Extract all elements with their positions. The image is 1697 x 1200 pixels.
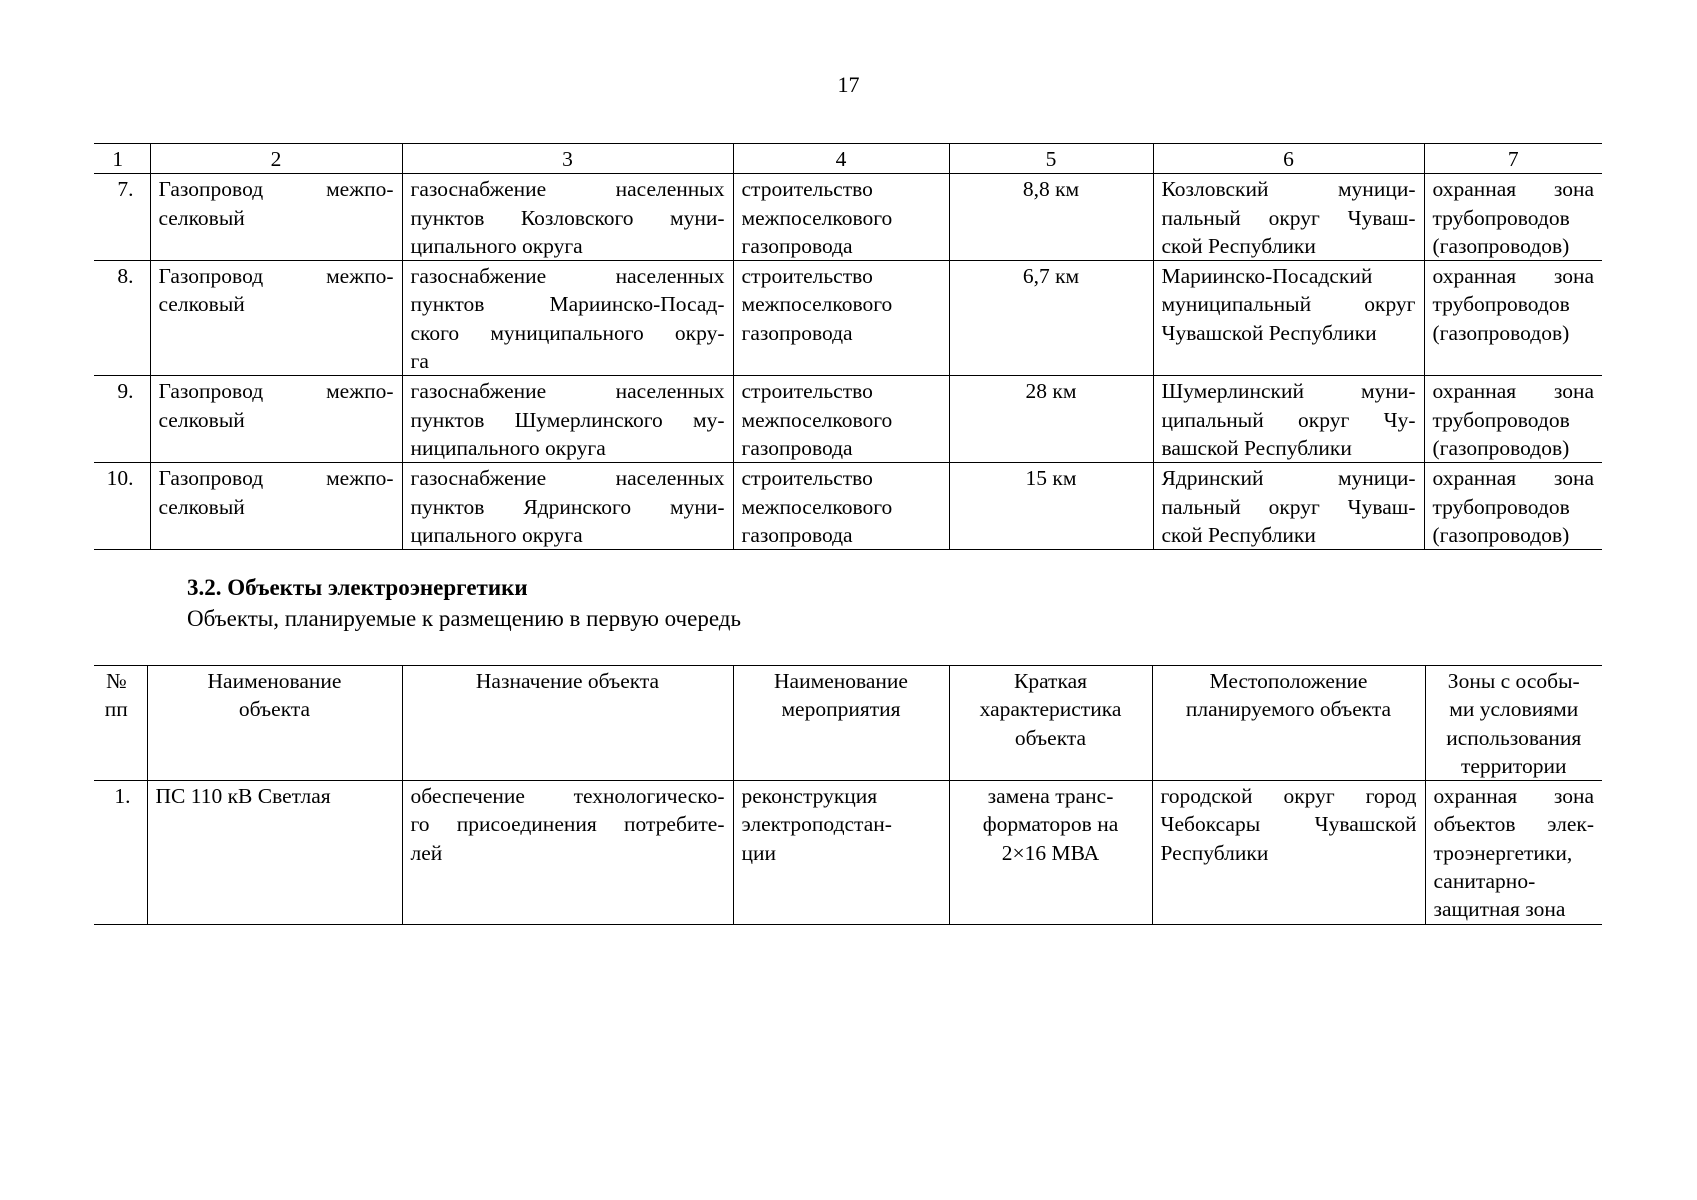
cell-line: га: [410, 349, 429, 374]
purpose-cell: [402, 463, 733, 550]
cell-line: защитная зона: [1433, 897, 1566, 922]
cell-line: вашской Республики: [1161, 435, 1352, 460]
cell-line: (газопроводов): [1432, 522, 1570, 547]
cell-line: Козловский муници-: [1161, 177, 1416, 202]
cell-line: газопровода: [741, 233, 853, 258]
purpose-cell: [402, 376, 733, 463]
characteristic-cell: 8,8 км: [949, 174, 1153, 261]
cell-line: трубопроводов: [1432, 407, 1570, 432]
cell-line: охранная зона: [1433, 784, 1594, 809]
cell-line: газоснабжение населенных: [410, 177, 725, 202]
zone-cell: [1424, 463, 1602, 550]
cell-line: селковый: [158, 205, 245, 230]
measure-cell: [733, 781, 949, 924]
cell-line: пунктов Шумерлинского му-: [410, 407, 725, 432]
cell-line: форматоров на: [982, 812, 1119, 837]
location-cell: [1153, 174, 1424, 261]
cell-line: охранная зона: [1432, 379, 1594, 404]
cell-line: Газопровод межпо-: [158, 466, 394, 491]
characteristic-cell: [949, 781, 1152, 924]
cell-line: Наименование: [207, 669, 342, 693]
object-name-cell: [150, 376, 402, 463]
header-purpose: [402, 666, 733, 781]
cell-line: ской Республики: [1161, 233, 1316, 258]
cell-line: Назначение объекта: [475, 669, 660, 693]
table-row: [94, 261, 1602, 376]
cell-line: объекта: [1014, 725, 1087, 750]
object-name-cell: [147, 781, 402, 924]
cell-line: газопровода: [741, 522, 853, 547]
cell-line: ПС 110 кВ Светлая: [155, 784, 331, 809]
cell-line: ципального округа: [410, 233, 583, 258]
cell-line: характеристика: [979, 697, 1122, 722]
section-subheading: Объекты, планируемые к размещению в первую очередь: [187, 606, 741, 631]
cell-line: трубопроводов: [1432, 205, 1570, 230]
cell-line: Газопровод межпо-: [158, 177, 394, 202]
cell-line: Наименование: [774, 669, 908, 693]
column-number: 7: [1424, 144, 1602, 174]
cell-line: Чебоксары Чувашской: [1160, 812, 1417, 837]
cell-line: пунктов Мариинско-Посад-: [410, 292, 725, 317]
cell-line: использования: [1446, 725, 1582, 750]
header-char: [949, 666, 1152, 781]
object-name-cell: [150, 261, 402, 376]
measure-cell: [733, 376, 949, 463]
cell-line: газоснабжение населенных: [410, 264, 725, 289]
column-number: 2: [150, 144, 402, 174]
column-number: 3: [402, 144, 733, 174]
column-number: 1: [94, 144, 150, 174]
cell-line: (газопроводов): [1432, 233, 1570, 258]
row-number: 7.: [94, 174, 150, 261]
table1-header-row: [94, 144, 1602, 174]
column-number: 5: [949, 144, 1153, 174]
measure-cell: [733, 261, 949, 376]
cell-line: Краткая: [1013, 669, 1088, 693]
row-number: 1.: [94, 781, 147, 924]
header-zone: [1425, 666, 1602, 781]
table-row: [94, 463, 1602, 550]
row-number: 8.: [94, 261, 150, 376]
table1-body: [94, 144, 1602, 550]
characteristic-cell: 15 км: [949, 463, 1153, 550]
header-num: [94, 666, 147, 781]
cell-line: газопровода: [741, 320, 853, 345]
zone-cell: [1424, 261, 1602, 376]
cell-line: ми условиями: [1449, 697, 1579, 722]
cell-line: Зоны с особы-: [1447, 669, 1580, 693]
header-measure: [733, 666, 949, 781]
purpose-cell: [402, 261, 733, 376]
cell-line: пунктов Ядринского муни-: [410, 494, 725, 519]
cell-line: селковый: [158, 494, 245, 519]
cell-line: замена транс-: [987, 784, 1114, 809]
cell-line: селковый: [158, 292, 245, 317]
cell-line: Местоположение: [1209, 669, 1368, 693]
cell-line: газоснабжение населенных: [410, 466, 725, 491]
characteristic-cell: 6,7 км: [949, 261, 1153, 376]
cell-line: ципального округа: [410, 522, 583, 547]
cell-line: трубопроводов: [1432, 292, 1570, 317]
purpose-cell: [402, 781, 733, 924]
cell-line: ского муниципального окру-: [410, 320, 725, 345]
table-row: [94, 781, 1602, 924]
zone-cell: [1424, 174, 1602, 261]
location-cell: [1153, 376, 1424, 463]
location-cell: [1152, 781, 1425, 924]
cell-line: Ядринский муници-: [1161, 466, 1416, 491]
cell-line: пунктов Козловского муни-: [410, 205, 725, 230]
cell-line: обеспечение технологическо-: [410, 784, 725, 809]
cell-line: Республики: [1160, 840, 1269, 865]
cell-line: охранная зона: [1432, 177, 1594, 202]
cell-line: городской округ город: [1160, 784, 1417, 809]
cell-line: муниципальный округ: [1161, 292, 1416, 317]
cell-line: газоснабжение населенных: [410, 379, 725, 404]
cell-line: ской Республики: [1161, 522, 1316, 547]
table-row: [94, 174, 1602, 261]
zone-cell: [1425, 781, 1602, 924]
cell-line: территории: [1460, 753, 1567, 778]
page-number: 17: [837, 72, 860, 97]
cell-line: охранная зона: [1432, 466, 1594, 491]
column-number: 6: [1153, 144, 1424, 174]
cell-line: пальный округ Чуваш-: [1161, 205, 1416, 230]
table-row: [94, 376, 1602, 463]
cell-line: мероприятия: [781, 697, 901, 722]
object-name-cell: [150, 463, 402, 550]
header-location: [1152, 666, 1425, 781]
cell-line: Чувашской Республики: [1161, 320, 1377, 345]
cell-line: Газопровод межпо-: [158, 379, 394, 404]
cell-line: селковый: [158, 407, 245, 432]
cell-line: Мариинско-Посадский: [1161, 264, 1373, 289]
table-power-objects: [94, 665, 1602, 925]
section-heading: 3.2. Объекты электроэнергетики: [187, 575, 528, 600]
location-cell: [1153, 261, 1424, 376]
cell-line: строительство: [741, 379, 873, 404]
cell-line: 2×16 МВА: [1001, 840, 1100, 865]
cell-line: троэнергетики,: [1433, 840, 1573, 865]
measure-cell: [733, 174, 949, 261]
header-name: [147, 666, 402, 781]
object-name-cell: [150, 174, 402, 261]
row-number: 10.: [94, 463, 150, 550]
cell-line: межпоселкового: [741, 494, 893, 519]
cell-line: объектов элек-: [1433, 812, 1594, 837]
cell-line: пп: [104, 697, 128, 722]
cell-line: трубопроводов: [1432, 494, 1570, 519]
cell-line: строительство: [741, 466, 873, 491]
cell-line: газопровода: [741, 435, 853, 460]
table-gas-pipelines: [94, 143, 1602, 550]
cell-line: электроподстан-: [741, 812, 892, 837]
cell-line: объекта: [238, 697, 311, 722]
zone-cell: [1424, 376, 1602, 463]
location-cell: [1153, 463, 1424, 550]
cell-line: (газопроводов): [1432, 435, 1570, 460]
table2-header-row: [94, 666, 1602, 781]
cell-line: Газопровод межпо-: [158, 264, 394, 289]
characteristic-cell: 28 км: [949, 376, 1153, 463]
cell-line: строительство: [741, 177, 873, 202]
column-number: 4: [733, 144, 949, 174]
row-number: 9.: [94, 376, 150, 463]
cell-line: ниципального округа: [410, 435, 606, 460]
cell-line: строительство: [741, 264, 873, 289]
cell-line: пальный округ Чуваш-: [1161, 494, 1416, 519]
table2-body: [94, 666, 1602, 925]
cell-line: ципальный округ Чу-: [1161, 407, 1416, 432]
cell-line: го присоединения потребите-: [410, 812, 725, 837]
cell-line: №: [105, 669, 127, 693]
cell-line: лей: [410, 840, 443, 865]
cell-line: межпоселкового: [741, 407, 893, 432]
cell-line: санитарно-: [1433, 869, 1536, 894]
cell-line: (газопроводов): [1432, 320, 1570, 345]
cell-line: реконструкция: [741, 784, 878, 809]
purpose-cell: [402, 174, 733, 261]
cell-line: Шумерлинский муни-: [1161, 379, 1416, 404]
cell-line: межпоселкового: [741, 292, 893, 317]
cell-line: ции: [741, 840, 777, 865]
measure-cell: [733, 463, 949, 550]
cell-line: охранная зона: [1432, 264, 1594, 289]
cell-line: планируемого объекта: [1185, 697, 1392, 722]
cell-line: межпоселкового: [741, 205, 893, 230]
